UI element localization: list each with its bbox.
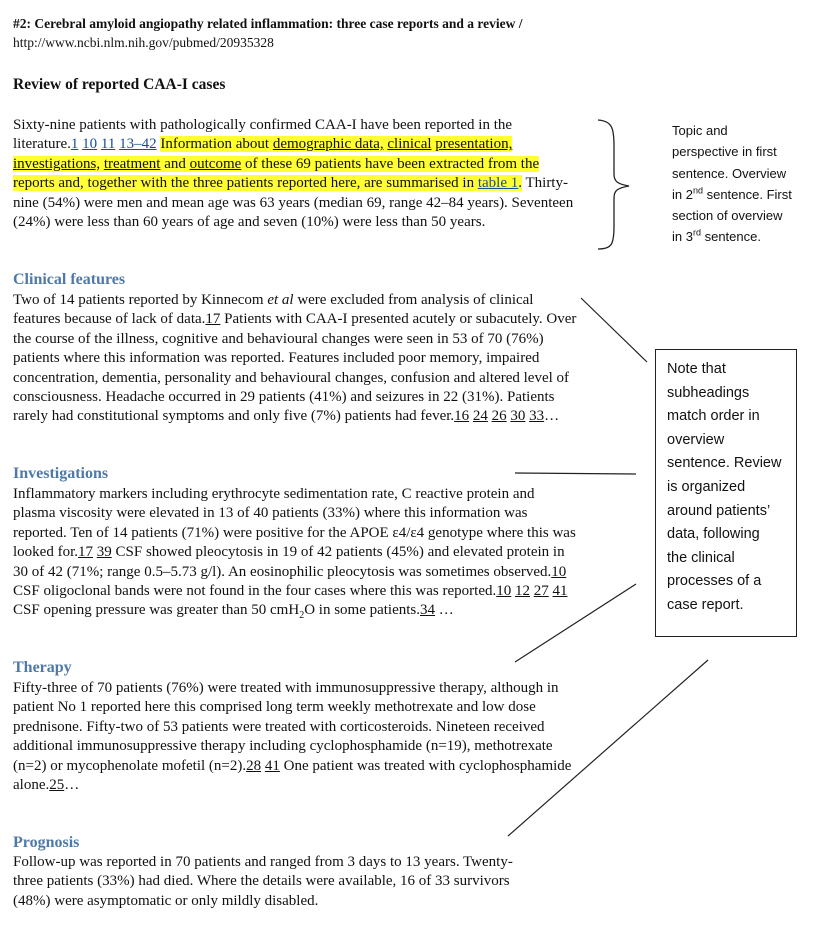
keyword-investigations[interactable]: investigations, bbox=[13, 155, 101, 172]
annotation-line: subheadings bbox=[667, 384, 750, 401]
subheading-therapy: Therapy bbox=[13, 659, 72, 676]
connector-line-therapy bbox=[515, 584, 636, 662]
annotation-line: overview bbox=[667, 431, 725, 448]
ellipsis: … bbox=[438, 602, 454, 619]
ref-link[interactable]: 28 bbox=[246, 757, 262, 774]
investigations-paragraph: Inflammatory markers including erythrocyte sedimentation rate, C reactive protein and plasma viscosity were elevated in 13 of 40 patients (33%) where this information was reported. Ten of 14 patients (71%) were positive for the APOE ε4/ε4 genotype where this was looked for.17 39 CSF showed pleocytosis in 19 of 42 patients (45%) and elevated protein in 30 of 42 (71%; range 0.5–5.73 g/l). An eosinophilic pleocytosis was sometimes observed.10 CSF oligoclonal bands were not found in the four cases where this was reported.10 12 27 41 CSF opening pressure was greater than 50 cmH$_2$O in some patients.34 … bbox=[13, 486, 576, 622]
subheading-prognosis: Prognosis bbox=[13, 834, 80, 851]
prognosis-paragraph: Follow-up was reported in 70 patients and ranged from 3 days to 13 years. Twenty-three patients (33%) had died. Where the details were available, 16 of 33 survivors (48%) were asymptomatic or only mildly disabled. bbox=[13, 854, 513, 909]
curly-brace bbox=[598, 120, 629, 249]
connector-line-clinical bbox=[581, 298, 647, 362]
clinical-paragraph: Two of 14 patients reported by Kinnecom et al were excluded from analysis of clinical features because of lack of data.17 Patients with CAA-I presented acutely or subacutely. Over the course of the illness, cognitive and behavioural changes were seen in 53 of 70 (76%) patients where this information was reported. Features included poor memory, impaired concentration, dementia, personality and behavioural changes, confusion and altered level of consciousness. Headache occurred in 29 patients (41%) and seizures in 22 (31%). Patients rarely had constitutional symptoms and only five (7%) patients had fever.16 24 26 30 33… bbox=[13, 292, 577, 425]
intro-text-1: Sixty-nine patients with pathologically confirmed CAA-I have been reported in the literature. bbox=[13, 117, 513, 153]
table-1-link[interactable]: table 1 bbox=[477, 175, 519, 192]
annotation-line: Note that bbox=[667, 361, 726, 377]
ref-link[interactable]: 10 bbox=[82, 136, 98, 153]
ref-link[interactable]: 10 bbox=[551, 563, 567, 580]
therapy-paragraph: Fifty-three of 70 patients (76%) were treated with immunosuppressive therapy, although in patient No 1 reported here this comprised long term weekly methotrexate and low dose prednisone. Fifty-two of 53 patients were treated with corticosteroids. Nineteen received additional immunosuppressive therapy including cyclophosphamide (n=19), methotrexate (n=2) or mycophenolate mofetil (n=2).28 41 One patient was treated with cyclophosphamide alone.25… bbox=[13, 680, 572, 794]
ellipsis: … bbox=[64, 777, 80, 794]
et-al: et al bbox=[267, 292, 294, 308]
annotation-line: processes of a bbox=[667, 573, 762, 590]
subheading-clinical-features: Clinical features bbox=[13, 271, 126, 288]
section-heading: Review of reported CAA-I cases bbox=[13, 76, 226, 93]
annotation-line: data, following bbox=[667, 526, 760, 543]
highlighted-sentence: Information about demographic data, clinical presentation, investigations, treatment and outcome of these 69 patients have been extracted from the reports and, together with the three patients reported here, are summarised in table 1. bbox=[13, 136, 540, 192]
citation-url[interactable]: http://www.ncbi.nlm.nih.gov/pubmed/20935328 bbox=[13, 35, 274, 50]
ref-link[interactable]: 27 bbox=[533, 583, 549, 600]
ref-link[interactable]: 12 bbox=[514, 583, 530, 600]
annotation-line: match order in bbox=[667, 408, 760, 425]
ref-link[interactable]: 17 bbox=[78, 544, 93, 561]
connector-line-investigations bbox=[515, 473, 636, 474]
annotation-topic-overview: Topic and perspective in first sentence. Overview in 2nd sentence. First section of overview in 3rd sentence. bbox=[672, 123, 792, 245]
annotation-line: sentence. Review bbox=[667, 455, 782, 472]
ref-link[interactable]: 34 bbox=[420, 602, 436, 619]
ref-link[interactable]: 24 bbox=[472, 408, 488, 425]
ref-link[interactable]: 26 bbox=[491, 408, 507, 425]
ref-link[interactable]: 17 bbox=[205, 311, 221, 328]
keyword-treatment[interactable]: treatment bbox=[103, 155, 161, 172]
ref-link[interactable]: 39 bbox=[96, 544, 112, 561]
ref-link[interactable]: 13–42 bbox=[119, 136, 157, 153]
keyword-clinical[interactable]: clinical bbox=[387, 136, 432, 153]
ref-link[interactable]: 33 bbox=[529, 408, 545, 425]
connector-line-prognosis bbox=[508, 660, 708, 836]
ref-link[interactable]: 41 bbox=[264, 757, 280, 774]
intro-text-2: Thirty-nine (54%) were men and mean age was 63 years (median 69, range 42–84 years). Seventeen (24%) were less than 60 years of age and seven (10%) were less than 50 years. bbox=[13, 175, 574, 231]
ref-link[interactable]: 1 bbox=[70, 136, 79, 153]
ref-link[interactable]: 10 bbox=[496, 583, 512, 600]
annotation-line: around patients’ bbox=[667, 502, 771, 519]
ref-link[interactable]: 30 bbox=[510, 408, 526, 425]
ellipsis: … bbox=[544, 408, 560, 425]
keyword-outcome[interactable]: outcome bbox=[189, 155, 242, 172]
citation-title: #2: Cerebral amyloid angiopathy related inflammation: three case reports and a review / bbox=[13, 16, 523, 31]
ref-link[interactable]: 16 bbox=[454, 408, 470, 425]
keyword-presentation[interactable]: presentation, bbox=[435, 136, 513, 153]
keyword-demographic-data[interactable]: demographic data, bbox=[272, 136, 384, 153]
annotation-line: the clinical bbox=[667, 549, 735, 566]
ref-link[interactable]: 25 bbox=[49, 777, 65, 794]
ref-link[interactable]: 41 bbox=[552, 583, 568, 600]
annotation-line: is organized bbox=[667, 478, 746, 495]
ref-link[interactable]: 11 bbox=[100, 136, 116, 153]
subheading-investigations: Investigations bbox=[13, 465, 109, 482]
annotation-line: case report. bbox=[667, 596, 744, 613]
